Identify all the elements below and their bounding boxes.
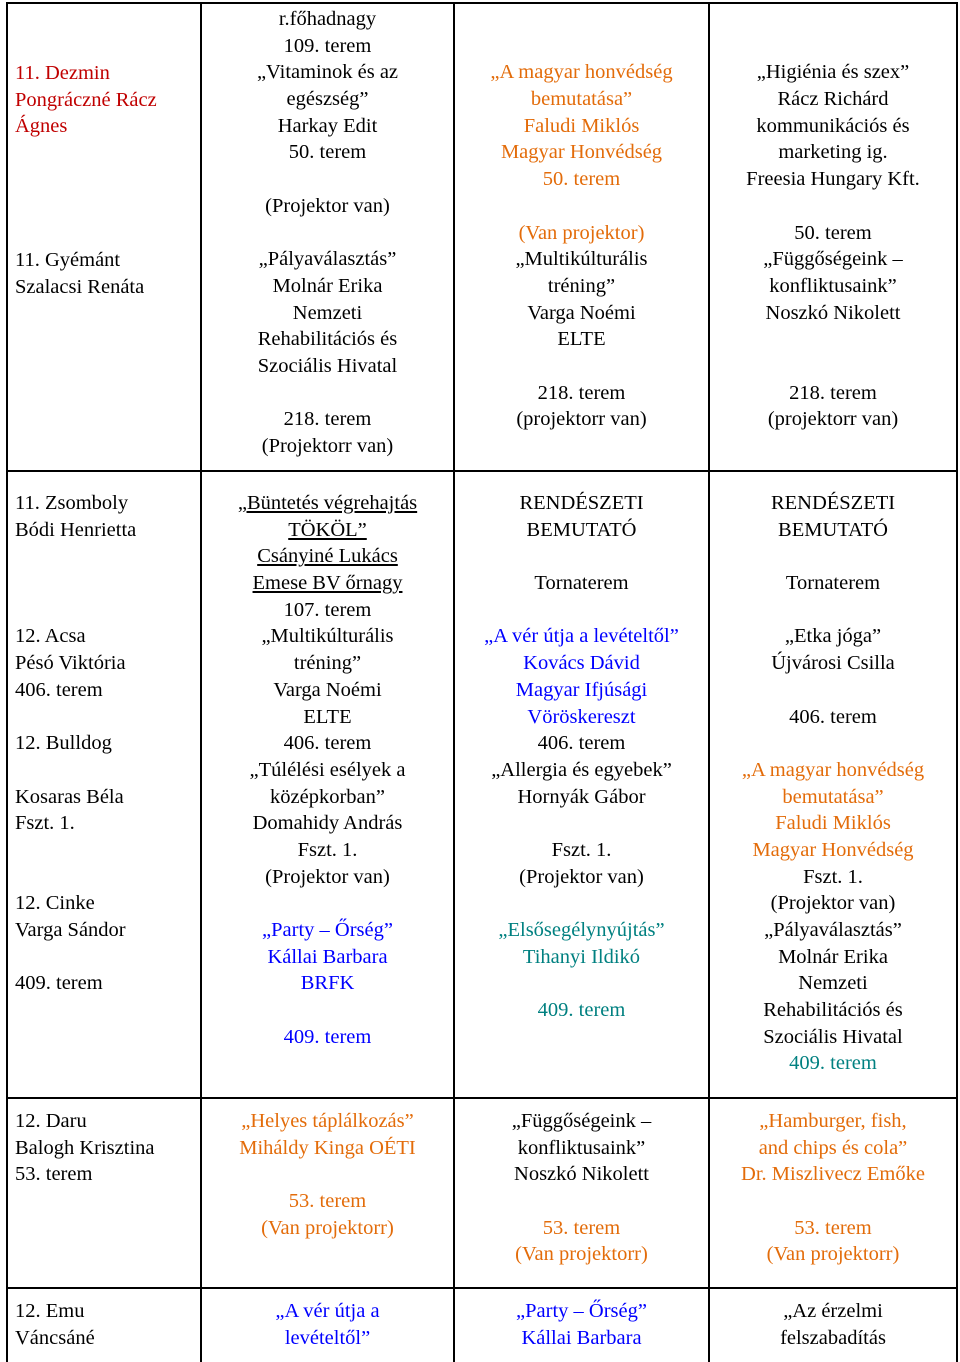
session-line: 50. terem bbox=[542, 168, 621, 191]
spacer bbox=[455, 890, 708, 917]
session-line: Újvárosi Csilla bbox=[771, 652, 895, 675]
session-line: Faludi Miklós bbox=[523, 114, 640, 137]
row4-slot2-cell bbox=[455, 1298, 708, 1351]
session-line: Tornaterem bbox=[785, 572, 881, 595]
session-line: Molnár Erika bbox=[778, 945, 888, 968]
session-line: „Hamburger, fish, bbox=[759, 1110, 907, 1132]
row3-slot2-cell bbox=[455, 1108, 708, 1268]
group-label: Varga Sándor bbox=[15, 919, 126, 941]
group-label: 11. Zsomboly bbox=[15, 492, 129, 514]
session-line: TÖKÖL” bbox=[288, 518, 367, 541]
spacer bbox=[455, 33, 708, 60]
session-line: Freesia Hungary Kft. bbox=[746, 168, 920, 191]
session-line: Magyar Ifjúsági bbox=[515, 678, 648, 701]
row2-slot3-cell bbox=[710, 490, 956, 1077]
session-line: BEMUTATÓ bbox=[778, 518, 888, 541]
session-line: Csányiné Lukács bbox=[257, 545, 398, 568]
session-line: Szociális Hivatal bbox=[763, 1025, 903, 1048]
spacer bbox=[15, 597, 197, 624]
session-line: 218. terem bbox=[283, 408, 372, 431]
session-line: 107. terem bbox=[283, 598, 372, 621]
row2-slot1-cell bbox=[202, 490, 453, 1050]
session-line: (projektorr van) bbox=[767, 408, 899, 431]
group-label: Pésó Viktória bbox=[15, 652, 126, 675]
spacer bbox=[455, 1188, 708, 1215]
spacer bbox=[710, 33, 956, 60]
row4-slot1-cell bbox=[202, 1298, 453, 1351]
row-divider-1 bbox=[6, 470, 958, 472]
session-line: „Multikúlturális bbox=[261, 625, 394, 648]
row1-slot3-cell bbox=[710, 6, 956, 433]
session-line: Vöröskereszt bbox=[527, 705, 636, 728]
session-line: RENDÉSZETI bbox=[770, 492, 896, 514]
session-line: konfliktusaink” bbox=[769, 274, 897, 297]
session-line: (projektorr van) bbox=[516, 408, 647, 431]
group-label: 12. Acsa bbox=[15, 625, 86, 648]
spacer bbox=[202, 1161, 453, 1188]
session-line: Faludi Miklós bbox=[775, 812, 891, 835]
session-line: „A magyar honvédség bbox=[741, 758, 925, 781]
spacer bbox=[15, 167, 197, 194]
session-line: 218. terem bbox=[537, 381, 626, 404]
session-line: Varga Noémi bbox=[273, 678, 382, 701]
spacer bbox=[710, 6, 956, 33]
session-line: Fszt. 1. bbox=[551, 838, 612, 861]
session-line: „Vitaminok és az bbox=[256, 61, 399, 84]
group-label: 409. terem bbox=[15, 972, 103, 995]
session-line: Fszt. 1. bbox=[803, 865, 863, 888]
session-line: Kovács Dávid bbox=[523, 652, 640, 675]
spacer bbox=[710, 597, 956, 624]
session-line: r.főhadnagy bbox=[278, 8, 377, 30]
session-line: „Higiénia és szex” bbox=[756, 61, 910, 84]
group-label: 12. Bulldog bbox=[15, 732, 112, 755]
spacer bbox=[15, 570, 197, 597]
session-line: „A magyar honvédség bbox=[490, 61, 673, 84]
session-line: (Projektor van) bbox=[265, 194, 390, 217]
spacer bbox=[455, 193, 708, 220]
session-line: Magyar Honvédség bbox=[752, 838, 914, 861]
session-line: Varga Noémi bbox=[527, 301, 636, 324]
spacer bbox=[15, 193, 197, 220]
session-line: Rehabilitációs és bbox=[257, 328, 398, 351]
session-line: and chips és cola” bbox=[758, 1136, 908, 1159]
spacer bbox=[15, 704, 197, 731]
session-line: „Függőségeink – bbox=[511, 1110, 652, 1132]
group-label: Ágnes bbox=[15, 115, 68, 138]
session-line: kommunikációs és bbox=[756, 114, 910, 137]
row1-slot2-cell bbox=[455, 6, 708, 433]
spacer bbox=[710, 193, 956, 220]
spacer bbox=[15, 543, 197, 570]
group-label: 53. terem bbox=[15, 1163, 93, 1186]
session-line: konfliktusaink” bbox=[517, 1136, 646, 1159]
group-label: Bódi Henrietta bbox=[15, 518, 137, 541]
group-label: Fszt. 1. bbox=[15, 812, 75, 835]
session-line: 53. terem bbox=[794, 1216, 872, 1239]
session-line: Hornyák Gábor bbox=[517, 785, 646, 808]
session-line: 109. terem bbox=[283, 34, 372, 57]
spacer bbox=[710, 730, 956, 757]
group-label: 11. Gyémánt bbox=[15, 248, 121, 271]
session-line: levételtől” bbox=[284, 1326, 371, 1349]
session-line: 406. terem bbox=[283, 732, 372, 755]
session-line: bemutatása” bbox=[530, 88, 633, 111]
session-line: egészség” bbox=[286, 88, 369, 111]
session-line: Magyar Honvédség bbox=[500, 141, 663, 164]
row1-slot1-cell bbox=[202, 6, 453, 460]
group-label: 12. Cinke bbox=[15, 892, 95, 915]
session-line: tréning” bbox=[547, 274, 616, 297]
session-line: Nemzeti bbox=[292, 301, 363, 324]
session-line: „Helyes táplálkozás” bbox=[241, 1110, 414, 1132]
group-label: 12. Daru bbox=[15, 1110, 87, 1132]
session-line: Miháldy Kinga OÉTI bbox=[239, 1136, 416, 1159]
spacer bbox=[202, 166, 453, 193]
group-label: 11. Dezmin bbox=[15, 62, 110, 84]
session-line: Domahidy András bbox=[252, 812, 403, 835]
group-label: Váncsáné bbox=[15, 1326, 95, 1349]
session-line: 409. terem bbox=[789, 1052, 877, 1075]
session-line: (Projektor van) bbox=[265, 865, 390, 888]
row4-slot3-cell bbox=[710, 1298, 956, 1351]
row-divider-3 bbox=[6, 1287, 958, 1289]
session-line: (Van projektorr) bbox=[261, 1216, 394, 1239]
session-line: 50. terem bbox=[794, 221, 872, 244]
session-line: 409. terem bbox=[537, 999, 626, 1022]
session-line: Tihanyi Ildikó bbox=[522, 945, 641, 968]
session-line: Szociális Hivatal bbox=[257, 354, 398, 377]
session-line: „Pályaválasztás” bbox=[764, 919, 902, 941]
session-line: ELTE bbox=[557, 328, 606, 351]
group-label: Kosaras Béla bbox=[15, 785, 124, 808]
session-line: „Party – Őrség” bbox=[262, 919, 393, 941]
session-line: (Van projektor) bbox=[518, 221, 645, 244]
spacer bbox=[202, 890, 453, 917]
spacer bbox=[202, 380, 453, 407]
session-line: Nemzeti bbox=[798, 972, 868, 995]
group-label: Balogh Krisztina bbox=[15, 1136, 155, 1159]
session-line: Molnár Erika bbox=[272, 274, 383, 297]
row2-slot2-cell bbox=[455, 490, 708, 1024]
spacer bbox=[710, 353, 956, 380]
session-line: Kállai Barbara bbox=[521, 1326, 642, 1349]
group-label: Pongráczné Rácz bbox=[15, 88, 157, 111]
row-divider-2 bbox=[6, 1097, 958, 1099]
session-line: „Elsősegélynyújtás” bbox=[498, 919, 665, 941]
session-line: Harkay Edit bbox=[277, 114, 378, 137]
session-line: (Van projektorr) bbox=[515, 1243, 648, 1266]
session-line: 50. terem bbox=[288, 141, 367, 164]
session-line: BEMUTATÓ bbox=[526, 518, 637, 541]
session-line: Emese BV őrnagy bbox=[252, 572, 403, 595]
table-border-left bbox=[6, 2, 8, 1362]
spacer bbox=[455, 353, 708, 380]
spacer bbox=[455, 543, 708, 570]
session-line: (Projektor van) bbox=[519, 865, 644, 888]
spacer bbox=[202, 997, 453, 1024]
session-line: felszabadítás bbox=[780, 1326, 886, 1349]
spacer bbox=[710, 677, 956, 704]
session-line: Dr. Miszlivecz Emőke bbox=[741, 1163, 925, 1186]
session-line: Tornaterem bbox=[534, 572, 629, 595]
session-line: 409. terem bbox=[283, 1025, 372, 1048]
spacer bbox=[15, 140, 197, 167]
session-line: Rácz Richárd bbox=[777, 88, 889, 111]
session-line: BRFK bbox=[300, 972, 355, 995]
session-line: „Multikúlturális bbox=[515, 248, 648, 271]
session-line: 53. terem bbox=[288, 1190, 367, 1213]
group-label: 406. terem bbox=[15, 678, 103, 701]
session-line: „Túlélési esélyek a bbox=[249, 758, 406, 781]
table-border-top bbox=[6, 2, 958, 4]
session-line: Kállai Barbara bbox=[267, 945, 388, 968]
session-line: „A vér útja a bbox=[275, 1300, 380, 1322]
session-line: „Etka jóga” bbox=[784, 625, 882, 648]
spacer bbox=[15, 944, 197, 971]
session-line: ELTE bbox=[303, 705, 352, 728]
session-line: marketing ig. bbox=[778, 141, 888, 164]
group-label: Szalacsi Renáta bbox=[15, 275, 145, 298]
spacer bbox=[710, 543, 956, 570]
spacer bbox=[455, 597, 708, 624]
group-label: 12. Emu bbox=[15, 1300, 85, 1322]
session-line: (Projektorr van) bbox=[261, 435, 394, 457]
row2-groups-cell bbox=[15, 490, 197, 997]
spacer bbox=[710, 1188, 956, 1215]
session-line: „Pályaválasztás” bbox=[258, 248, 397, 271]
session-line: RENDÉSZETI bbox=[519, 492, 644, 514]
row3-slot1-cell bbox=[202, 1108, 453, 1241]
session-line: tréning” bbox=[293, 652, 362, 675]
table-border-right bbox=[956, 2, 958, 1362]
session-line: Fszt. 1. bbox=[297, 838, 358, 861]
session-line: 218. terem bbox=[789, 381, 877, 404]
session-line: Rehabilitációs és bbox=[763, 999, 903, 1022]
session-line: 406. terem bbox=[789, 705, 877, 728]
session-line: középkorban” bbox=[270, 785, 385, 808]
session-line: Noszkó Nikolett bbox=[765, 301, 901, 324]
session-line: „Allergia és egyebek” bbox=[491, 758, 672, 781]
spacer bbox=[455, 810, 708, 837]
spacer bbox=[455, 970, 708, 997]
row1-groups-cell bbox=[15, 60, 197, 300]
session-line: „Az érzelmi bbox=[783, 1300, 883, 1322]
session-line: (Projektor van) bbox=[770, 892, 896, 915]
row4-groups-cell bbox=[15, 1298, 197, 1351]
session-line: (Van projektorr) bbox=[766, 1243, 900, 1266]
spacer bbox=[15, 837, 197, 864]
session-line: „A vér útja a levételtől” bbox=[484, 625, 679, 648]
spacer bbox=[455, 6, 708, 33]
session-line: „Függőségeink – bbox=[763, 248, 903, 271]
session-line: 406. terem bbox=[537, 732, 626, 755]
session-line: bemutatása” bbox=[782, 785, 884, 808]
spacer bbox=[15, 757, 197, 784]
session-line: Noszkó Nikolett bbox=[514, 1163, 649, 1186]
spacer bbox=[202, 220, 453, 247]
spacer bbox=[710, 326, 956, 353]
session-line: 53. terem bbox=[542, 1216, 621, 1239]
row3-slot3-cell bbox=[710, 1108, 956, 1268]
session-line: „Büntetés végrehajtás bbox=[237, 492, 418, 514]
session-line: „Party – Őrség” bbox=[516, 1300, 647, 1322]
schedule-table bbox=[6, 2, 958, 1362]
spacer bbox=[15, 864, 197, 891]
spacer bbox=[15, 220, 197, 247]
row3-groups-cell bbox=[15, 1108, 197, 1188]
